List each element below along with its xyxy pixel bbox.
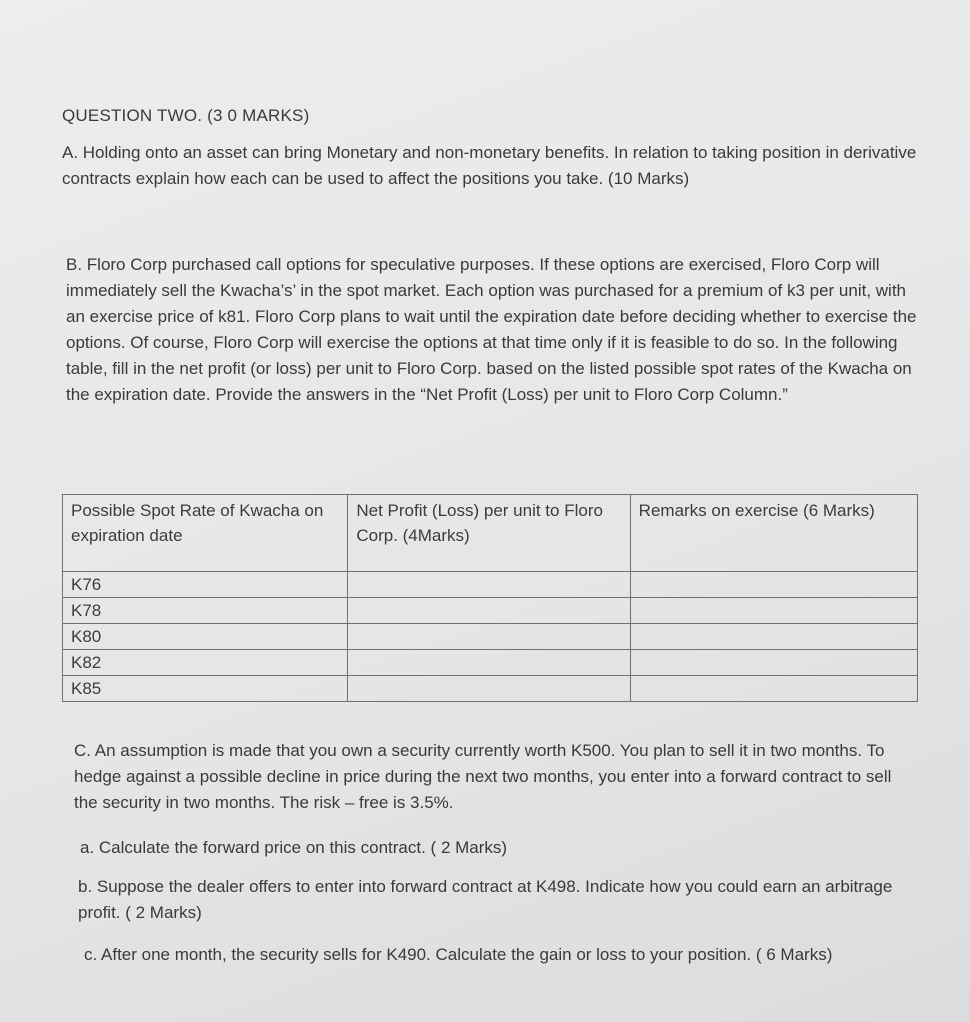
- spot-rate-cell: K80: [63, 624, 348, 650]
- sub-question-c: c. After one month, the security sells for K490. Calculate the gain or loss to your position. ( 6 Marks): [84, 945, 833, 964]
- net-profit-cell: [348, 572, 630, 598]
- header-spot-rate: Possible Spot Rate of Kwacha on expiration date: [63, 495, 348, 572]
- spot-rate-cell: K82: [63, 650, 348, 676]
- remarks-cell: [630, 598, 917, 624]
- remarks-cell: [630, 624, 917, 650]
- part-c-text: C. An assumption is made that you own a security currently worth K500. You plan to sell it in two months. To hedge against a possible decline in price during the next two months, you enter into a forward contract to sell the security in two months. The risk – free is 3.5%.: [74, 741, 892, 812]
- table-header-row: [63, 495, 918, 572]
- spot-rate-cell: K78: [63, 598, 348, 624]
- table-row: [63, 676, 918, 702]
- net-profit-cell: [348, 650, 630, 676]
- remarks-cell: [630, 676, 917, 702]
- remarks-cell: [630, 572, 917, 598]
- header-remarks: Remarks on exercise (6 Marks): [630, 495, 917, 572]
- header-net-profit: Net Profit (Loss) per unit to Floro Corp. (4Marks): [348, 495, 630, 572]
- part-b-text: B. Floro Corp purchased call options for speculative purposes. If these options are exercised, Floro Corp will immediately sell the Kwacha’s’ in the spot market. Each option was purchased for a premium of k3 per unit, with an exercise price of k81. Floro Corp plans to wait until the expiration date before deciding whether to exercise the options. Of course, Floro Corp will exercise the options at that time only if it is feasible to do so. In the following table, fill in the net profit (or loss) per unit to Floro Corp. based on the listed possible spot rates of the Kwacha on the expiration date. Provide the answers in the “Net Profit (Loss) per unit to Floro Corp Column.”: [66, 255, 917, 404]
- remarks-cell: [630, 650, 917, 676]
- part-a-text: A. Holding onto an asset can bring Monetary and non-monetary benefits. In relation to taking position in derivative contracts explain how each can be used to affect the positions you take. (10 Marks): [62, 143, 917, 188]
- sub-question-b: b. Suppose the dealer offers to enter into forward contract at K498. Indicate how you could earn an arbitrage profit. ( 2 Marks): [78, 877, 893, 922]
- net-profit-cell: [348, 676, 630, 702]
- table-row: [63, 650, 918, 676]
- spot-rate-cell: K85: [63, 676, 348, 702]
- table-row: [63, 572, 918, 598]
- sub-question-a: a. Calculate the forward price on this contract. ( 2 Marks): [80, 838, 508, 857]
- question-title: QUESTION TWO. (3 0 MARKS): [62, 106, 310, 125]
- net-profit-cell: [348, 624, 630, 650]
- spot-rate-cell: K76: [63, 572, 348, 598]
- table-row: [63, 624, 918, 650]
- table-row: [63, 598, 918, 624]
- net-profit-cell: [348, 598, 630, 624]
- option-profit-table: [62, 494, 918, 702]
